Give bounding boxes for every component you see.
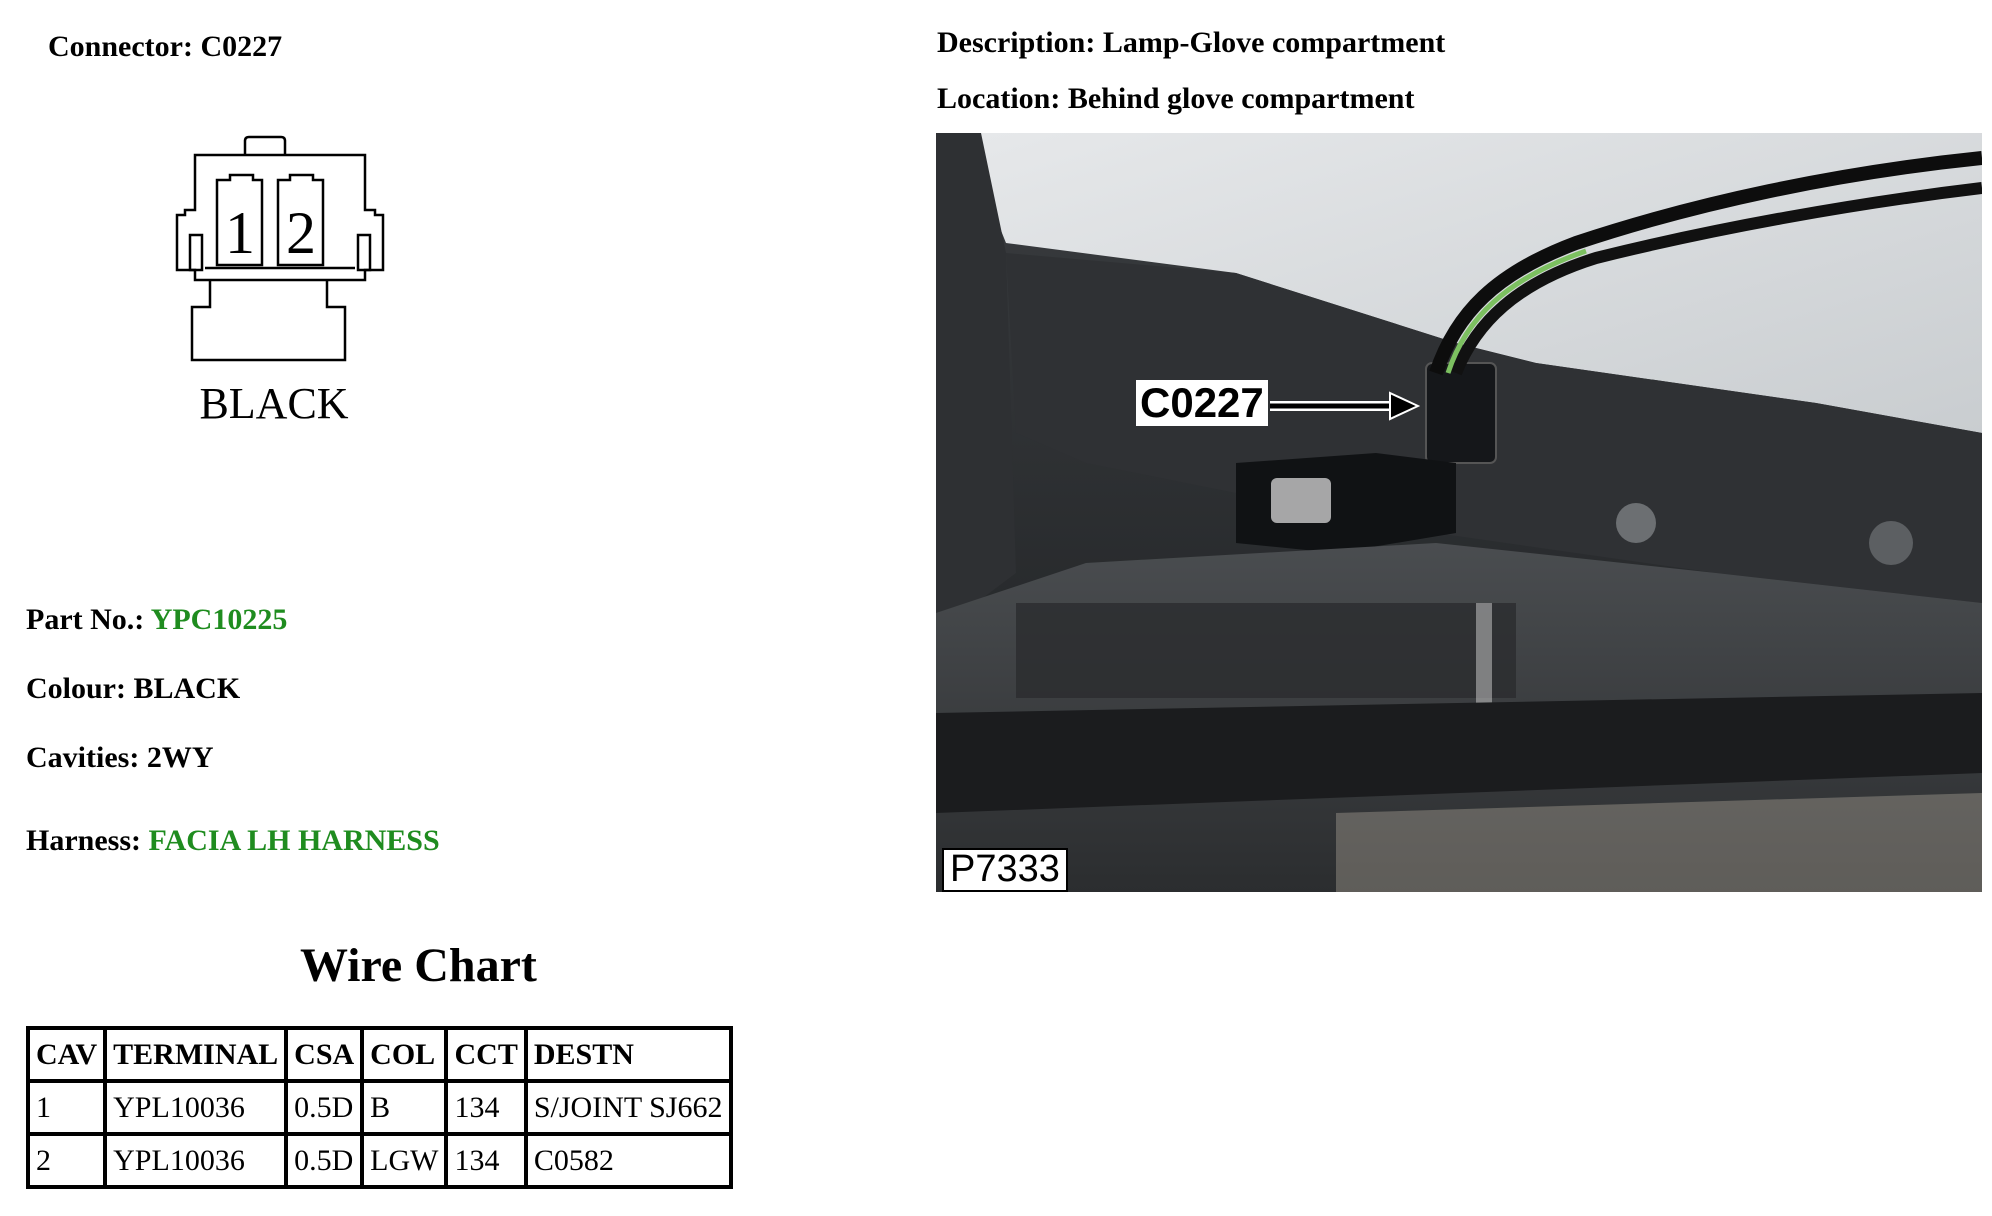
- connector-title: [48, 32, 282, 62]
- cavities-value: 2WY: [146, 741, 214, 774]
- header-terminal: TERMINAL: [105, 1028, 286, 1081]
- photo-reference-label: P7333: [942, 848, 1068, 892]
- table-row: [28, 1081, 731, 1134]
- cell-destn: C0582: [526, 1134, 731, 1187]
- part-number-label: Part No.:: [26, 603, 145, 636]
- part-number-line: [26, 605, 287, 635]
- location-value: Behind glove compartment: [1067, 82, 1415, 115]
- table-header-row: [28, 1028, 731, 1081]
- harness-label: Harness:: [26, 824, 141, 857]
- table-row: [28, 1134, 731, 1187]
- cell-csa: 0.5D: [286, 1134, 362, 1187]
- part-number-value[interactable]: YPC10225: [150, 603, 288, 636]
- cell-csa: 0.5D: [286, 1081, 362, 1134]
- location-label: Location:: [937, 82, 1061, 115]
- description-label: Description:: [937, 26, 1096, 59]
- cell-cct: 134: [446, 1134, 525, 1187]
- connector-label: Connector:: [48, 30, 193, 63]
- connector-location-photo: [936, 133, 1982, 892]
- cell-cav: 2: [28, 1134, 105, 1187]
- header-cct: CCT: [446, 1028, 525, 1081]
- harness-value[interactable]: FACIA LH HARNESS: [148, 824, 440, 857]
- pin-2-label: 2: [286, 200, 316, 266]
- cell-terminal: YPL10036: [105, 1081, 286, 1134]
- cell-destn: S/JOINT SJ662: [526, 1081, 731, 1134]
- wire-chart-table: [26, 1026, 733, 1189]
- pin-1-label: 1: [225, 200, 255, 266]
- header-cav: CAV: [28, 1028, 105, 1081]
- cell-cct: 134: [446, 1081, 525, 1134]
- cell-terminal: YPL10036: [105, 1134, 286, 1187]
- colour-label: Colour:: [26, 672, 126, 705]
- cavities-label: Cavities:: [26, 741, 140, 774]
- photo-callout-label: C0227: [1136, 380, 1268, 426]
- connector-diagram: [150, 135, 410, 525]
- wire-chart-title: Wire Chart: [300, 939, 537, 992]
- harness-line: [26, 826, 440, 856]
- header-csa: CSA: [286, 1028, 362, 1081]
- description-value: Lamp-Glove compartment: [1102, 26, 1446, 59]
- connector-value: C0227: [200, 30, 283, 63]
- diagram-colour-label: BLACK: [199, 379, 349, 428]
- header-destn: DESTN: [526, 1028, 731, 1081]
- arrow-right-icon: [1270, 391, 1420, 421]
- cell-col: LGW: [362, 1134, 446, 1187]
- header-col: COL: [362, 1028, 446, 1081]
- colour-line: [26, 674, 240, 704]
- description-line: [937, 28, 1445, 58]
- cell-cav: 1: [28, 1081, 105, 1134]
- cell-col: B: [362, 1081, 446, 1134]
- location-line: [937, 84, 1414, 114]
- colour-value: BLACK: [133, 672, 241, 705]
- cavities-line: [26, 743, 213, 773]
